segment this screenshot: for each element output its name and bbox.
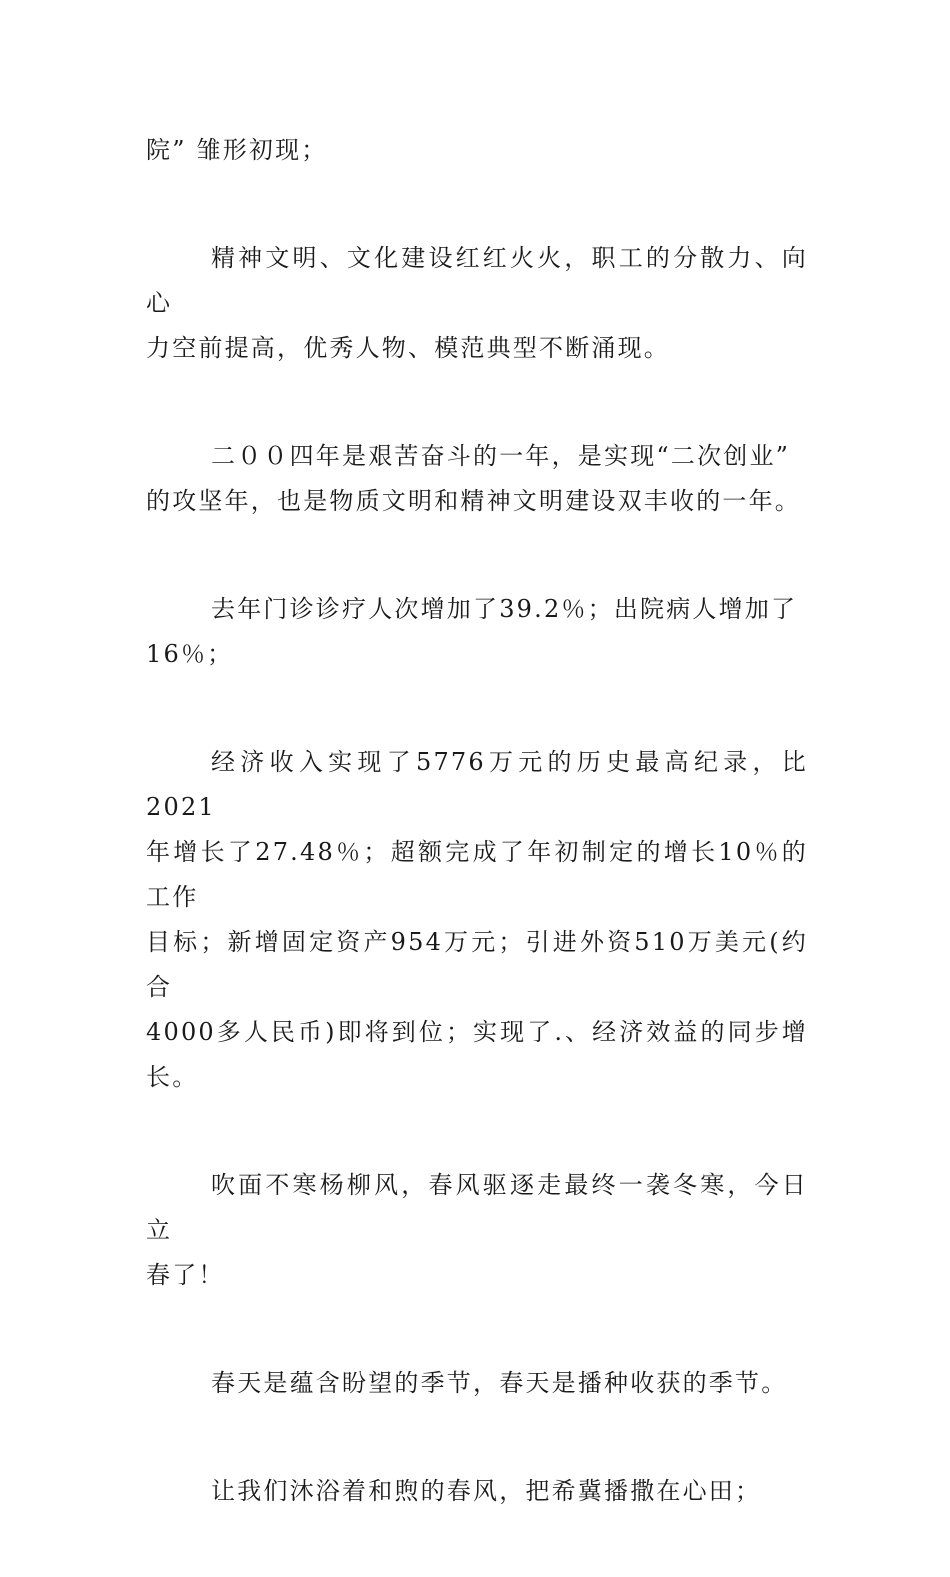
text-line: 经济收入实现了5776万元的历史最高纪录，比2021 [146, 748, 808, 821]
text-line: 的攻坚年，也是物质文明和精神文明建设双丰收的一年。 [146, 487, 801, 515]
paragraph [146, 740, 808, 1100]
text-line: 精神文明、文化建设红红火火，职工的分散力、向心 [146, 244, 808, 317]
paragraph [146, 1163, 808, 1298]
text-line: 让我们沐浴着和煦的春风，把希冀播撒在心田； [211, 1477, 762, 1505]
paragraph [146, 1361, 808, 1406]
text-line: 16％； [146, 640, 234, 668]
text-line: 去年门诊诊疗人次增加了39.2％；出院病人增加了 [211, 595, 798, 623]
text-line: 二００四年是艰苦奋斗的一年，是实现“二次创业” [211, 442, 791, 470]
text-line: 春了！ [146, 1261, 225, 1289]
paragraph [146, 1469, 808, 1514]
text-line: 春天是蕴含盼望的季节，春天是播种收获的季节。 [211, 1369, 788, 1397]
paragraph [146, 236, 808, 371]
text-line: 吹面不寒杨柳风，春风驱逐走最终一袭冬寒，今日立 [146, 1171, 808, 1244]
paragraph [146, 434, 808, 524]
text-line: 院” 雏形初现； [146, 136, 328, 164]
paragraph [146, 587, 808, 677]
text-line: 4000多人民币)即将到位；实现了.、经济效益的同步增长。 [146, 1018, 808, 1091]
document-body [146, 128, 808, 1577]
text-line: 目标；新增固定资产954万元；引进外资510万美元(约合 [146, 928, 808, 1001]
text-line: 年增长了27.48％；超额完成了年初制定的增长10％的工作 [146, 838, 808, 911]
text-line: 力空前提高，优秀人物、模范典型不断涌现。 [146, 334, 670, 362]
paragraph [146, 128, 808, 173]
